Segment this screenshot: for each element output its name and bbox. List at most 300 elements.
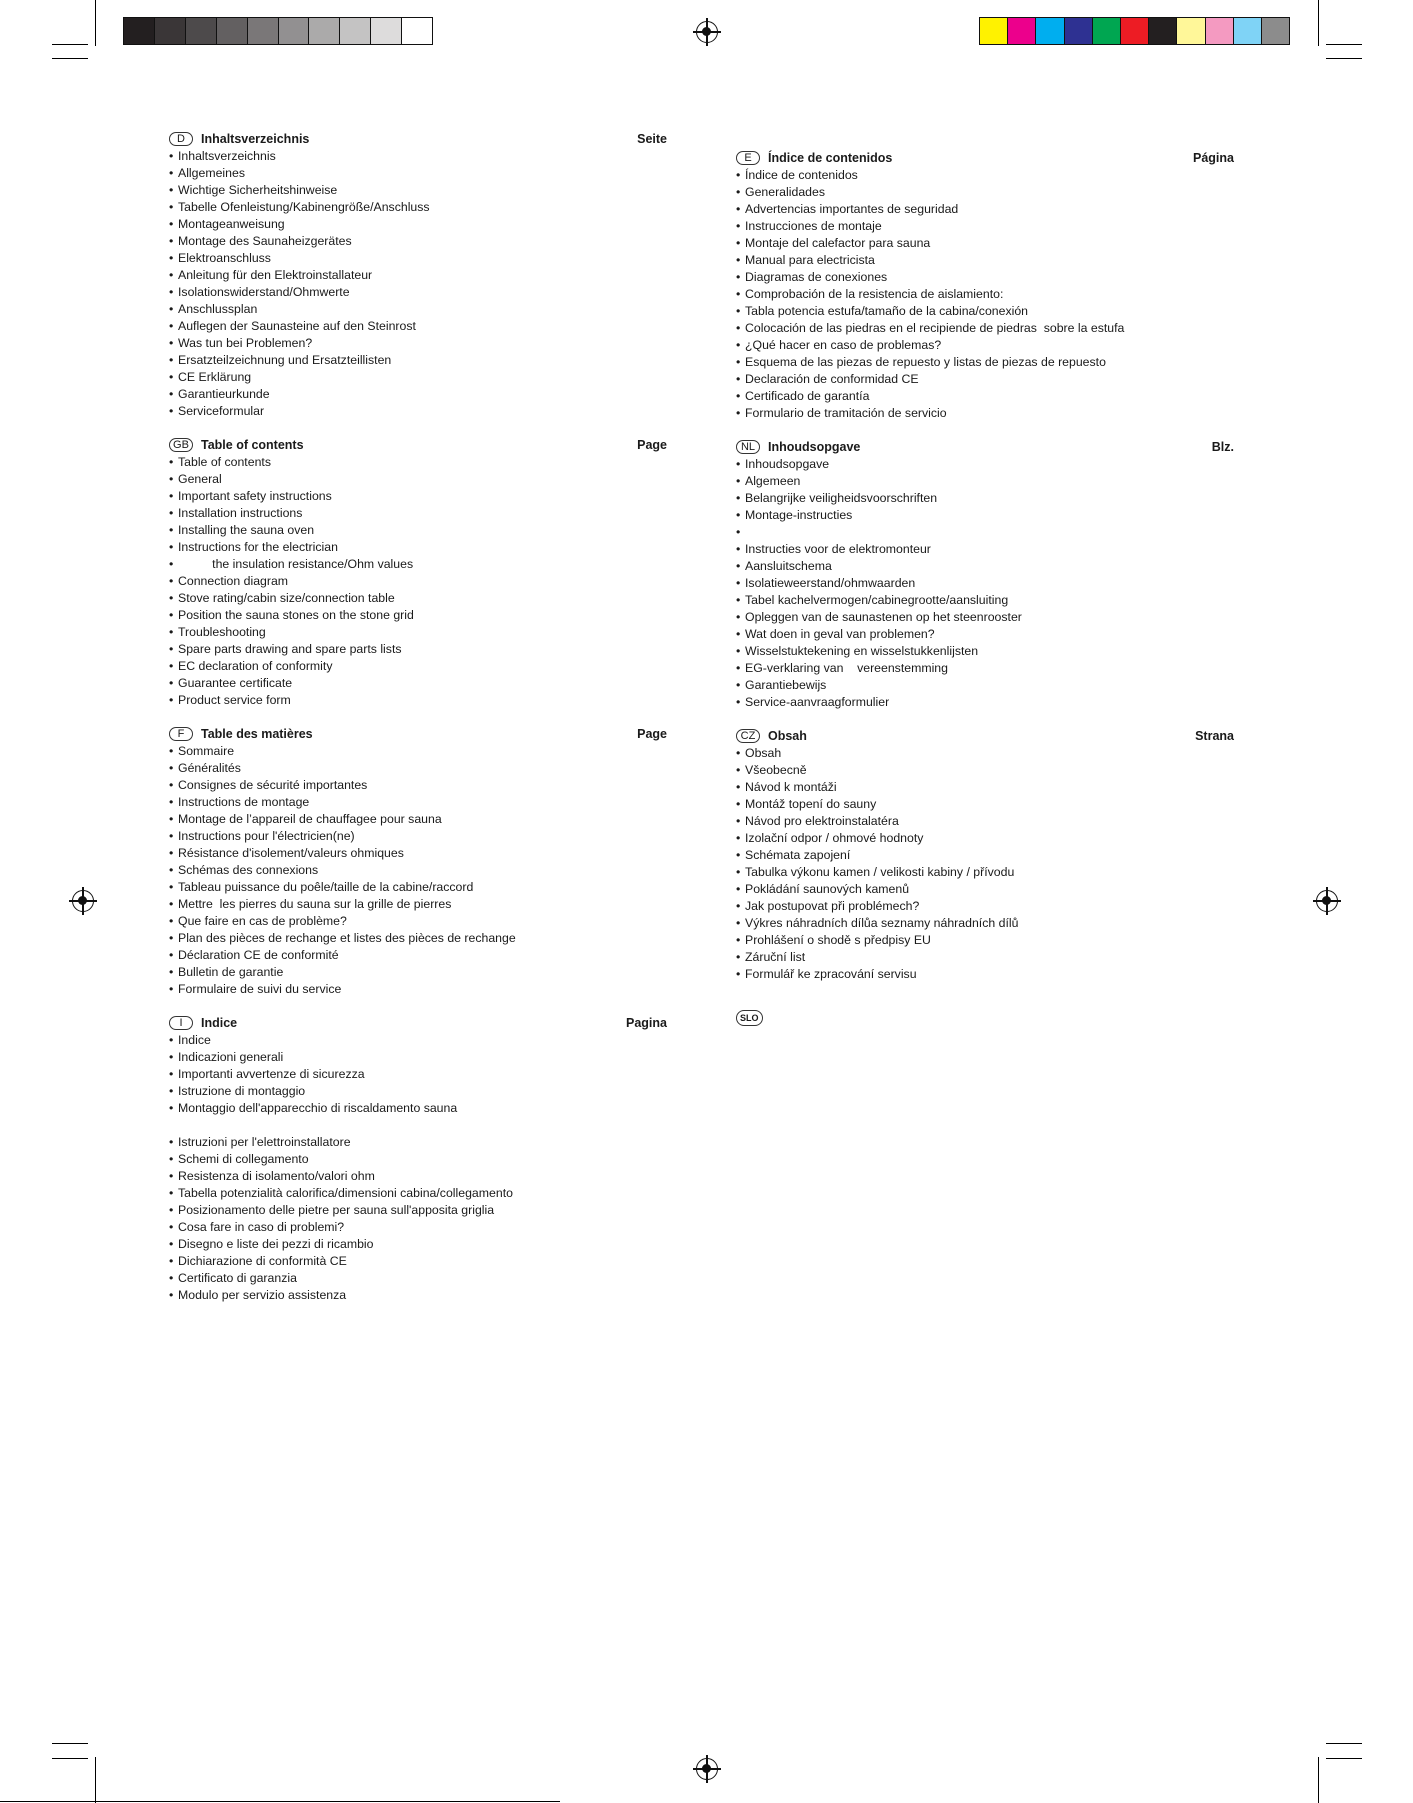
toc-item-label: Indicazioni generali	[178, 1050, 284, 1064]
color-swatch	[1234, 18, 1262, 44]
toc-item-label: Schémas des connexions	[178, 863, 319, 877]
crop-mark	[1326, 1743, 1362, 1744]
bullet-icon: •	[736, 627, 741, 641]
toc-item	[736, 847, 1234, 864]
toc-item	[736, 286, 1234, 303]
grayscale-swatch	[155, 18, 186, 44]
toc-item-label: Service-aanvraagformulier	[745, 695, 890, 709]
toc-item	[169, 233, 667, 250]
bullet-icon: •	[169, 965, 174, 979]
bullet-icon: •	[169, 1271, 174, 1285]
toc-item-label: Dichiarazione di conformità CE	[178, 1254, 347, 1268]
bullet-icon: •	[169, 1186, 174, 1200]
toc-item	[736, 252, 1234, 269]
bullet-icon: •	[169, 1033, 174, 1047]
toc-item	[169, 794, 667, 811]
toc-header	[169, 725, 667, 743]
bullet-icon: •	[736, 933, 741, 947]
toc-item	[169, 522, 667, 539]
toc-item-label: Schemi di collegamento	[178, 1152, 309, 1166]
toc-item	[736, 388, 1234, 405]
toc-item-label: Inhaltsverzeichnis	[178, 149, 276, 163]
toc-item	[169, 930, 667, 947]
toc-item-label: Isolationswiderstand/Ohmwerte	[178, 285, 350, 299]
toc-item-label: Serviceformular	[178, 404, 265, 418]
bullet-icon: •	[736, 304, 741, 318]
bullet-icon: •	[169, 149, 174, 163]
toc-section-gb	[169, 436, 667, 709]
bullet-icon: •	[736, 610, 741, 624]
toc-header	[169, 130, 667, 148]
bullet-icon: •	[736, 865, 741, 879]
crop-mark	[52, 44, 88, 45]
bullet-icon: •	[736, 916, 741, 930]
toc-item-label: Advertencias importantes de seguridad	[745, 202, 959, 216]
toc-item	[736, 490, 1234, 507]
color-swatch	[1121, 18, 1149, 44]
toc-item-label: Déclaration CE de conformité	[178, 948, 339, 962]
bullet-icon: •	[736, 389, 741, 403]
color-swatch	[1065, 18, 1093, 44]
toc-item	[736, 558, 1234, 575]
bullet-icon: •	[736, 848, 741, 862]
toc-item	[169, 182, 667, 199]
toc-item-label: Instructions de montage	[178, 795, 310, 809]
grayscale-swatch	[340, 18, 371, 44]
toc-item-label: Anschlussplan	[178, 302, 258, 316]
color-swatch	[1036, 18, 1064, 44]
toc-item-label: Algemeen	[745, 474, 801, 488]
language-code-badge: GB	[169, 438, 193, 452]
page-column-label: Pagina	[626, 1016, 667, 1030]
crop-mark	[1326, 1758, 1362, 1759]
bullet-icon: •	[736, 525, 741, 539]
language-code-badge: D	[169, 132, 193, 146]
toc-item	[736, 184, 1234, 201]
toc-item-label: Wat doen in geval van problemen?	[745, 627, 935, 641]
toc-item	[169, 607, 667, 624]
toc-title: Table of contents	[201, 438, 304, 452]
toc-item-label: Montaje del calefactor para sauna	[745, 236, 931, 250]
bullet-icon: •	[169, 1237, 174, 1251]
toc-item-label: Declaración de conformidad CE	[745, 372, 919, 386]
toc-item	[736, 303, 1234, 320]
toc-item	[736, 949, 1234, 966]
toc-section-slo	[736, 1009, 1234, 1027]
toc-item	[169, 165, 667, 182]
toc-item	[169, 1151, 667, 1168]
toc-item-label: Índice de contenidos	[745, 168, 858, 182]
toc-item	[736, 864, 1234, 881]
toc-item	[736, 813, 1234, 830]
toc-item-label: Diagramas de conexiones	[745, 270, 888, 284]
bullet-icon: •	[736, 508, 741, 522]
toc-item	[736, 235, 1234, 252]
toc-item	[169, 505, 667, 522]
toc-item	[169, 862, 667, 879]
toc-item-label: Montage-instructies	[745, 508, 853, 522]
bullet-icon: •	[169, 251, 174, 265]
toc-item-label: Comprobación de la resistencia de aislamiento:	[745, 287, 1004, 301]
grayscale-swatch	[371, 18, 402, 44]
grayscale-swatch	[248, 18, 279, 44]
bullet-icon: •	[736, 593, 741, 607]
bullet-icon: •	[736, 661, 741, 675]
toc-item	[736, 320, 1234, 337]
bullet-icon: •	[169, 982, 174, 996]
toc-item-label: Cosa fare in caso di problemi?	[178, 1220, 345, 1234]
toc-item	[736, 218, 1234, 235]
toc-item-label: Bulletin de garantie	[178, 965, 284, 979]
toc-item-label: Formulaire de suivi du service	[178, 982, 342, 996]
toc-item-label: Návod pro elektroinstalatéra	[745, 814, 899, 828]
bullet-icon: •	[169, 336, 174, 350]
bullet-icon: •	[736, 355, 741, 369]
toc-item-label: Anleitung für den Elektroinstallateur	[178, 268, 373, 282]
toc-item	[169, 471, 667, 488]
toc-item	[169, 658, 667, 675]
bullet-icon: •	[169, 353, 174, 367]
grayscale-swatch	[279, 18, 310, 44]
bullet-icon: •	[736, 338, 741, 352]
toc-section-es	[736, 149, 1234, 422]
bullet-icon: •	[169, 404, 174, 418]
grayscale-swatch	[124, 18, 155, 44]
toc-title: Indice	[201, 1016, 238, 1030]
language-code-badge: CZ	[736, 729, 760, 743]
toc-item	[169, 318, 667, 335]
toc-item	[169, 896, 667, 913]
toc-item-label: Colocación de las piedras en el recipiende de piedras sobre la estufa	[745, 321, 1125, 335]
toc-item	[169, 352, 667, 369]
toc-item-label: Garantiebewijs	[745, 678, 827, 692]
bullet-icon: •	[169, 523, 174, 537]
toc-item-label: Position the sauna stones on the stone grid	[178, 608, 414, 622]
toc-item	[169, 641, 667, 658]
toc-item-label: Ersatzteilzeichnung und Ersatzteillisten	[178, 353, 392, 367]
toc-item-label: Allgemeines	[178, 166, 245, 180]
crop-mark	[52, 1758, 88, 1759]
toc-item	[169, 199, 667, 216]
bullet-icon: •	[736, 406, 741, 420]
toc-item	[169, 335, 667, 352]
toc-item-label: Généralités	[178, 761, 241, 775]
toc-item	[736, 898, 1234, 915]
toc-item-label: Opleggen van de saunastenen op het steenrooster	[745, 610, 1022, 624]
toc-item	[169, 284, 667, 301]
toc-item-label: Plan des pièces de rechange et listes des pièces de rechange	[178, 931, 516, 945]
toc-item	[736, 575, 1234, 592]
bullet-icon: •	[169, 200, 174, 214]
toc-item	[736, 167, 1234, 184]
bullet-icon: •	[169, 812, 174, 826]
bullet-icon: •	[736, 831, 741, 845]
bullet-icon: •	[169, 676, 174, 690]
toc-item-label: Instrucciones de montaje	[745, 219, 882, 233]
toc-item	[169, 947, 667, 964]
bullet-icon: •	[169, 863, 174, 877]
color-swatch	[980, 18, 1008, 44]
bullet-icon: •	[736, 185, 741, 199]
color-bar	[979, 17, 1290, 45]
toc-title: Obsah	[768, 729, 807, 743]
toc-item-label: Manual para electricista	[745, 253, 875, 267]
bullet-icon: •	[169, 761, 174, 775]
toc-item-label: Schémata zapojení	[745, 848, 851, 862]
toc-item-label: Instructies voor de elektromonteur	[745, 542, 931, 556]
bullet-icon: •	[169, 659, 174, 673]
bullet-icon: •	[736, 967, 741, 981]
toc-item-label: Aansluitschema	[745, 559, 832, 573]
toc-item-label: Indice	[178, 1033, 211, 1047]
toc-item-label: Belangrijke veiligheidsvoorschriften	[745, 491, 938, 505]
bullet-icon: •	[736, 559, 741, 573]
grayscale-swatch	[217, 18, 248, 44]
toc-item-label: Guarantee certificate	[178, 676, 293, 690]
toc-item	[736, 660, 1234, 677]
bullet-icon: •	[169, 846, 174, 860]
toc-item-label: Instructions for the electrician	[178, 540, 338, 554]
toc-item-label: Installation instructions	[178, 506, 303, 520]
bullet-icon: •	[169, 1288, 174, 1302]
bullet-icon: •	[169, 778, 174, 792]
toc-item	[736, 626, 1234, 643]
bullet-icon: •	[736, 814, 741, 828]
toc-item	[169, 777, 667, 794]
toc-item-label: Mettre les pierres du sauna sur la grille de pierres	[178, 897, 452, 911]
toc-item	[736, 762, 1234, 779]
toc-item-label: Montage de l’appareil de chauffagee pour sauna	[178, 812, 442, 826]
bullet-icon: •	[169, 897, 174, 911]
toc-item-label: Pokládání saunových kamenů	[745, 882, 910, 896]
grayscale-swatch	[309, 18, 340, 44]
bullet-icon: •	[169, 1135, 174, 1149]
toc-item-label: Istruzioni per l'elettroinstallatore	[178, 1135, 351, 1149]
toc-item	[736, 796, 1234, 813]
toc-item	[169, 1270, 667, 1287]
bullet-icon: •	[169, 1067, 174, 1081]
bullet-icon: •	[736, 202, 741, 216]
toc-item	[169, 1287, 667, 1304]
toc-item-label: Consignes de sécurité importantes	[178, 778, 368, 792]
crop-mark	[1326, 44, 1362, 45]
toc-item	[169, 590, 667, 607]
bullet-icon: •	[736, 287, 741, 301]
bullet-icon: •	[169, 268, 174, 282]
crop-mark	[52, 58, 88, 59]
toc-item	[169, 1117, 667, 1134]
toc-item	[736, 269, 1234, 286]
toc-item	[736, 473, 1234, 490]
bullet-icon: •	[736, 763, 741, 777]
toc-item	[736, 779, 1234, 796]
language-code-badge: NL	[736, 440, 760, 454]
bullet-icon: •	[736, 746, 741, 760]
toc-item-label: Všeobecně	[745, 763, 807, 777]
bullet-icon: •	[169, 1050, 174, 1064]
bullet-icon: •	[169, 234, 174, 248]
toc-item-label: Tabelle Ofenleistung/Kabinengröße/Anschluss	[178, 200, 430, 214]
bullet-icon: •	[169, 319, 174, 333]
grayscale-bar	[123, 17, 433, 45]
toc-item-label: Záruční list	[745, 950, 806, 964]
toc-item-label: Tabella potenzialità calorifica/dimensioni cabina/collegamento	[178, 1186, 513, 1200]
toc-item	[736, 694, 1234, 711]
toc-item	[169, 913, 667, 930]
toc-item	[169, 488, 667, 505]
toc-item-label: Spare parts drawing and spare parts lists	[178, 642, 402, 656]
toc-item	[169, 981, 667, 998]
bullet-icon: •	[736, 253, 741, 267]
grayscale-swatch	[402, 18, 432, 44]
toc-item-label: Inhoudsopgave	[745, 457, 830, 471]
toc-item	[169, 1253, 667, 1270]
bullet-icon: •	[736, 882, 741, 896]
bullet-icon: •	[169, 370, 174, 384]
color-swatch	[1008, 18, 1036, 44]
bullet-icon: •	[736, 474, 741, 488]
toc-item	[169, 1066, 667, 1083]
toc-item	[169, 267, 667, 284]
bullet-icon: •	[169, 1203, 174, 1217]
toc-item-label: Tabel kachelvermogen/cabinegrootte/aansluiting	[745, 593, 1009, 607]
toc-item-label: ¿Qué hacer en caso de problemas?	[745, 338, 942, 352]
toc-item	[169, 1049, 667, 1066]
toc-item-label: Esquema de las piezas de repuesto y listas de piezas de repuesto	[745, 355, 1106, 369]
bullet-icon: •	[169, 506, 174, 520]
toc-item	[169, 879, 667, 896]
bullet-icon: •	[169, 1254, 174, 1268]
color-swatch	[1149, 18, 1177, 44]
page-column-label: Page	[637, 438, 667, 452]
toc-item-label: Montáž topení do sauny	[745, 797, 877, 811]
bullet-icon: •	[169, 829, 174, 843]
toc-item	[736, 915, 1234, 932]
toc-item-label: General	[178, 472, 222, 486]
toc-item-label: Auflegen der Saunasteine auf den Steinrost	[178, 319, 416, 333]
crop-mark	[52, 1743, 88, 1744]
crop-mark	[1318, 0, 1319, 46]
toc-item	[169, 845, 667, 862]
toc-item	[736, 405, 1234, 422]
bullet-icon: •	[736, 950, 741, 964]
grayscale-swatch	[186, 18, 217, 44]
crop-mark	[1318, 1757, 1319, 1803]
toc-item-label: Stove rating/cabin size/connection table	[178, 591, 395, 605]
toc-item	[736, 643, 1234, 660]
toc-title: Índice de contenidos	[768, 151, 893, 165]
toc-item-label: Výkres náhradních dílůa seznamy náhradních dílů	[745, 916, 1019, 930]
toc-item	[736, 524, 1234, 541]
toc-item-label: Resistenza di isolamento/valori ohm	[178, 1169, 375, 1183]
language-code-badge: E	[736, 151, 760, 165]
registration-mark-icon	[696, 21, 718, 43]
bullet-icon: •	[736, 678, 741, 692]
toc-item-label: Disegno e liste dei pezzi di ricambio	[178, 1237, 374, 1251]
toc-item	[736, 456, 1234, 473]
toc-item	[736, 201, 1234, 218]
toc-item	[169, 1083, 667, 1100]
toc-item-label: Modulo per servizio assistenza	[178, 1288, 347, 1302]
toc-item-label: CE Erklärung	[178, 370, 252, 384]
toc-item	[736, 881, 1234, 898]
toc-item	[169, 1134, 667, 1151]
bullet-icon: •	[169, 1152, 174, 1166]
bullet-icon: •	[169, 914, 174, 928]
bullet-icon: •	[169, 557, 174, 571]
color-swatch	[1262, 18, 1289, 44]
toc-item	[736, 371, 1234, 388]
toc-item	[169, 692, 667, 709]
toc-title: Inhoudsopgave	[768, 440, 861, 454]
registration-mark-icon	[1316, 890, 1338, 912]
toc-item	[169, 573, 667, 590]
bullet-icon: •	[736, 270, 741, 284]
toc-item	[169, 675, 667, 692]
toc-item	[169, 301, 667, 318]
toc-header	[736, 149, 1234, 167]
toc-item-label: Wichtige Sicherheitshinweise	[178, 183, 338, 197]
toc-item-label: the insulation resistance/Ohm values	[178, 557, 414, 571]
toc-item-label: Montageanweisung	[178, 217, 285, 231]
divider	[0, 1801, 560, 1802]
toc-section-nl	[736, 438, 1234, 711]
toc-item-label: Installing the sauna oven	[178, 523, 315, 537]
toc-item-label: Izolační odpor / ohmové hodnoty	[745, 831, 924, 845]
bullet-icon: •	[169, 931, 174, 945]
toc-item-label: Posizionamento delle pietre per sauna sull'apposita griglia	[178, 1203, 495, 1217]
color-swatch	[1206, 18, 1234, 44]
toc-item	[736, 541, 1234, 558]
toc-item	[736, 677, 1234, 694]
toc-item	[736, 507, 1234, 524]
toc-item	[169, 1202, 667, 1219]
color-swatch	[1093, 18, 1121, 44]
toc-item	[736, 592, 1234, 609]
toc-item	[169, 964, 667, 981]
bullet-icon: •	[736, 491, 741, 505]
bullet-icon: •	[736, 321, 741, 335]
language-code-badge: I	[169, 1016, 193, 1030]
toc-item	[736, 932, 1234, 949]
toc-section-fr	[169, 725, 667, 998]
toc-item-label: Tabulka výkonu kamen / velikosti kabiny / přívodu	[745, 865, 1015, 879]
toc-item-label: Importanti avvertenze di sicurezza	[178, 1067, 365, 1081]
toc-item-label: Que faire en cas de problème?	[178, 914, 347, 928]
toc-header	[736, 727, 1234, 745]
toc-item-label: Product service form	[178, 693, 291, 707]
bullet-icon: •	[169, 472, 174, 486]
bullet-icon: •	[169, 183, 174, 197]
toc-item	[169, 624, 667, 641]
toc-section-it	[169, 1014, 667, 1304]
toc-item-label: Tabla potencia estufa/tamaño de la cabina/conexión	[745, 304, 1029, 318]
toc-header	[169, 436, 667, 454]
language-code-badge: F	[169, 727, 193, 741]
bullet-icon: •	[169, 217, 174, 231]
bullet-icon: •	[169, 1084, 174, 1098]
toc-header	[736, 438, 1234, 456]
page-column-label: Blz.	[1211, 440, 1234, 454]
bullet-icon: •	[736, 695, 741, 709]
crop-mark	[95, 0, 96, 46]
bullet-icon: •	[169, 574, 174, 588]
toc-item	[169, 386, 667, 403]
bullet-icon: •	[169, 948, 174, 962]
toc-item	[736, 354, 1234, 371]
toc-item	[169, 148, 667, 165]
toc-item-label: Connection diagram	[178, 574, 289, 588]
